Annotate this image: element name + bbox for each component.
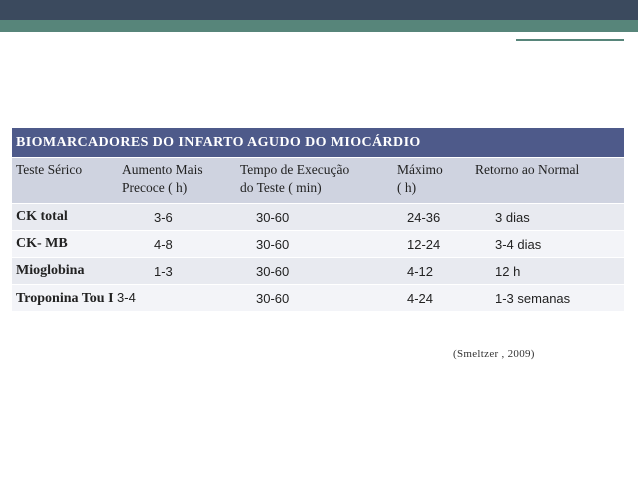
table-header-row	[12, 158, 624, 204]
table-row	[12, 258, 624, 285]
row-value-cell: 30-60	[236, 285, 393, 312]
table-row	[12, 285, 624, 312]
row-value-cell: 4-12	[393, 258, 471, 285]
header-teste-serico	[12, 158, 118, 204]
row-name-text: Troponina Tou I	[16, 290, 114, 306]
accent-line	[516, 39, 624, 41]
header-line: Máximo	[397, 162, 443, 177]
row-name-cell: Mioglobina	[12, 258, 118, 285]
header-line: Teste Sérico	[16, 162, 83, 177]
table-row	[12, 231, 624, 258]
header-line: Tempo de Execução	[240, 162, 350, 177]
row-name-cell: CK- MB	[12, 231, 118, 258]
row-value-cell: 4-24	[393, 285, 471, 312]
table-title: BIOMARCADORES DO INFARTO AGUDO DO MIOCÁRDIO	[12, 128, 624, 158]
row-value-cell: 30-60	[236, 258, 393, 285]
header-retorno	[471, 158, 624, 204]
row-value-cell: 3-4 dias	[471, 231, 624, 258]
header-line: Precoce ( h)	[122, 180, 188, 195]
row-value-cell: 24-36	[393, 204, 471, 231]
row-value-cell: 3-6	[118, 204, 236, 231]
row-value-cell: 1-3 semanas	[471, 285, 624, 312]
citation: (Smeltzer , 2009)	[453, 348, 535, 360]
row-value-cell: 4-8	[118, 231, 236, 258]
row-value-cell: 30-60	[236, 231, 393, 258]
header-line: Retorno ao Normal	[475, 162, 580, 177]
biomarkers-table	[12, 128, 624, 312]
biomarkers-table-container	[12, 128, 624, 312]
row-value-cell: 3 dias	[471, 204, 624, 231]
accent-stripe	[0, 20, 638, 32]
row-name-cell: CK total	[12, 204, 118, 231]
table-row	[12, 204, 624, 231]
header-line: do Teste ( min)	[240, 180, 322, 195]
header-line: ( h)	[397, 180, 417, 195]
row-value-cell: 30-60	[236, 204, 393, 231]
top-decorative-bar	[0, 0, 638, 20]
row-inline-value: 3-4	[117, 289, 136, 305]
header-line: Aumento Mais	[122, 162, 203, 177]
header-maximo	[393, 158, 471, 204]
row-value-cell: 12 h	[471, 258, 624, 285]
row-value-cell: 1-3	[118, 258, 236, 285]
row-name-cell	[12, 285, 136, 312]
row-value-cell: 12-24	[393, 231, 471, 258]
header-aumento	[118, 158, 236, 204]
header-tempo-execucao	[236, 158, 393, 204]
